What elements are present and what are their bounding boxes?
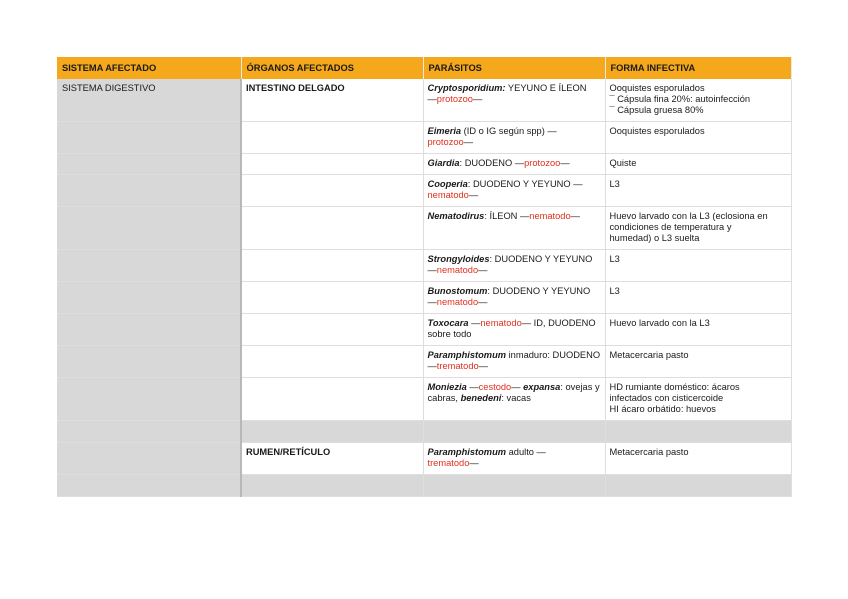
table-row bbox=[57, 79, 791, 122]
infective-cell: L3 bbox=[605, 282, 791, 314]
header-system: SISTEMA AFECTADO bbox=[57, 57, 241, 79]
parasite-cell: Paramphistomum adulto — trematodo— bbox=[423, 443, 605, 475]
table-row bbox=[57, 175, 791, 207]
organ-cell bbox=[241, 282, 423, 314]
infective-cell: HD rumiante doméstico: ácaros infectados con cisticercoide HI ácaro orbátido: huevos bbox=[605, 378, 791, 421]
parasite-name: Strongyloides bbox=[427, 254, 490, 264]
header-parasites: PARÁSITOS bbox=[423, 57, 605, 79]
infective-cell: Huevo larvado con la L3 (eclosiona en condiciones de temperatura y humedad) o L3 suelta bbox=[605, 207, 791, 250]
infective-cell: Metacercaria pasto bbox=[605, 346, 791, 378]
system-cell bbox=[57, 79, 241, 122]
parasite-name: Toxocara bbox=[427, 318, 469, 328]
table-row bbox=[57, 154, 791, 175]
table-row bbox=[57, 250, 791, 282]
parasite-type: protozoo bbox=[427, 137, 464, 147]
parasite-name: Moniezia bbox=[427, 382, 467, 392]
parasite-cell: Paramphistomum inmaduro: DUODENO —trematodo— bbox=[423, 346, 605, 378]
organ-cell bbox=[241, 250, 423, 282]
parasite-species: benedeni bbox=[460, 393, 502, 403]
infective-cell: L3 bbox=[605, 250, 791, 282]
parasite-type: nematodo bbox=[529, 211, 571, 221]
parasite-type: cestodo bbox=[478, 382, 512, 392]
system-cell bbox=[57, 175, 241, 207]
infective-cell: Metacercaria pasto bbox=[605, 443, 791, 475]
organ-cell bbox=[241, 207, 423, 250]
parasite-cell: Moniezia —cestodo— expansa: ovejas y cabras, benedeni: vacas bbox=[423, 378, 605, 421]
table-row bbox=[57, 443, 791, 475]
table-row bbox=[57, 122, 791, 154]
organ-label: RUMEN/RETÍCULO bbox=[246, 447, 331, 457]
parasite-table bbox=[57, 57, 792, 497]
system-cell bbox=[57, 207, 241, 250]
parasite-name: Cooperia bbox=[427, 179, 468, 189]
parasite-type: nematodo bbox=[480, 318, 522, 328]
organ-cell bbox=[241, 122, 423, 154]
infective-cell: Ooquistes esporulados bbox=[605, 122, 791, 154]
system-cell bbox=[57, 378, 241, 421]
table-row bbox=[57, 314, 791, 346]
parasite-cell: Toxocara —nematodo— ID, DUODENO sobre todo bbox=[423, 314, 605, 346]
empty-row bbox=[57, 475, 791, 497]
parasite-name: Bunostomum bbox=[427, 286, 488, 296]
parasite-type: nematodo bbox=[436, 265, 479, 275]
parasite-name: Paramphistomum bbox=[427, 350, 507, 360]
parasite-name: Giardia bbox=[427, 158, 460, 168]
table-row bbox=[57, 207, 791, 250]
system-label: SISTEMA DIGESTIVO bbox=[62, 83, 156, 93]
system-cell bbox=[57, 154, 241, 175]
parasite-species: expansa bbox=[523, 382, 561, 392]
system-cell bbox=[57, 346, 241, 378]
parasite-type: protozoo bbox=[436, 94, 473, 104]
table-row bbox=[57, 346, 791, 378]
organ-cell bbox=[241, 79, 423, 122]
parasite-cell: Nematodirus: ÍLEON —nematodo— bbox=[423, 207, 605, 250]
infective-cell: Ooquistes esporulados ¯ Cápsula fina 20%: autoinfección ¯ Cápsula gruesa 80% bbox=[605, 79, 791, 122]
infective-cell: Quiste bbox=[605, 154, 791, 175]
system-cell bbox=[57, 314, 241, 346]
parasite-type: trematodo bbox=[427, 458, 470, 468]
organ-cell bbox=[241, 346, 423, 378]
infective-cell: L3 bbox=[605, 175, 791, 207]
organ-cell bbox=[241, 175, 423, 207]
header-organs: ÓRGANOS AFECTADOS bbox=[241, 57, 423, 79]
parasite-name: Paramphistomum bbox=[427, 447, 507, 457]
parasite-name: Cryptosporidium: bbox=[427, 83, 506, 93]
parasite-cell: Bunostomum: DUODENO Y YEYUNO —nematodo— bbox=[423, 282, 605, 314]
empty-row bbox=[57, 421, 791, 443]
system-cell bbox=[57, 250, 241, 282]
system-cell bbox=[57, 122, 241, 154]
parasite-name: Nematodirus bbox=[427, 211, 485, 221]
parasite-cell: Giardia: DUODENO —protozoo— bbox=[423, 154, 605, 175]
system-cell bbox=[57, 443, 241, 475]
organ-cell bbox=[241, 443, 423, 475]
system-cell bbox=[57, 282, 241, 314]
parasite-type: nematodo bbox=[436, 297, 479, 307]
header-infective-form: FORMA INFECTIVA bbox=[605, 57, 791, 79]
parasite-cell: Eimeria (ID o IG según spp) — protozoo— bbox=[423, 122, 605, 154]
parasite-type: nematodo bbox=[427, 190, 469, 200]
parasite-type: protozoo bbox=[524, 158, 561, 168]
parasite-cell: Cooperia: DUODENO Y YEYUNO — nematodo— bbox=[423, 175, 605, 207]
organ-cell bbox=[241, 378, 423, 421]
table-row bbox=[57, 282, 791, 314]
infective-cell: Huevo larvado con la L3 bbox=[605, 314, 791, 346]
parasite-name: Eimeria bbox=[427, 126, 462, 136]
parasite-cell: Strongyloides: DUODENO Y YEYUNO —nematodo— bbox=[423, 250, 605, 282]
parasite-type: trematodo bbox=[436, 361, 479, 371]
organ-cell bbox=[241, 314, 423, 346]
organ-cell bbox=[241, 154, 423, 175]
parasite-cell: Cryptosporidium: YEYUNO E ÍLEON —protozoo— bbox=[423, 79, 605, 122]
header-row bbox=[57, 57, 791, 79]
organ-label: INTESTINO DELGADO bbox=[246, 83, 345, 93]
table-row bbox=[57, 378, 791, 421]
